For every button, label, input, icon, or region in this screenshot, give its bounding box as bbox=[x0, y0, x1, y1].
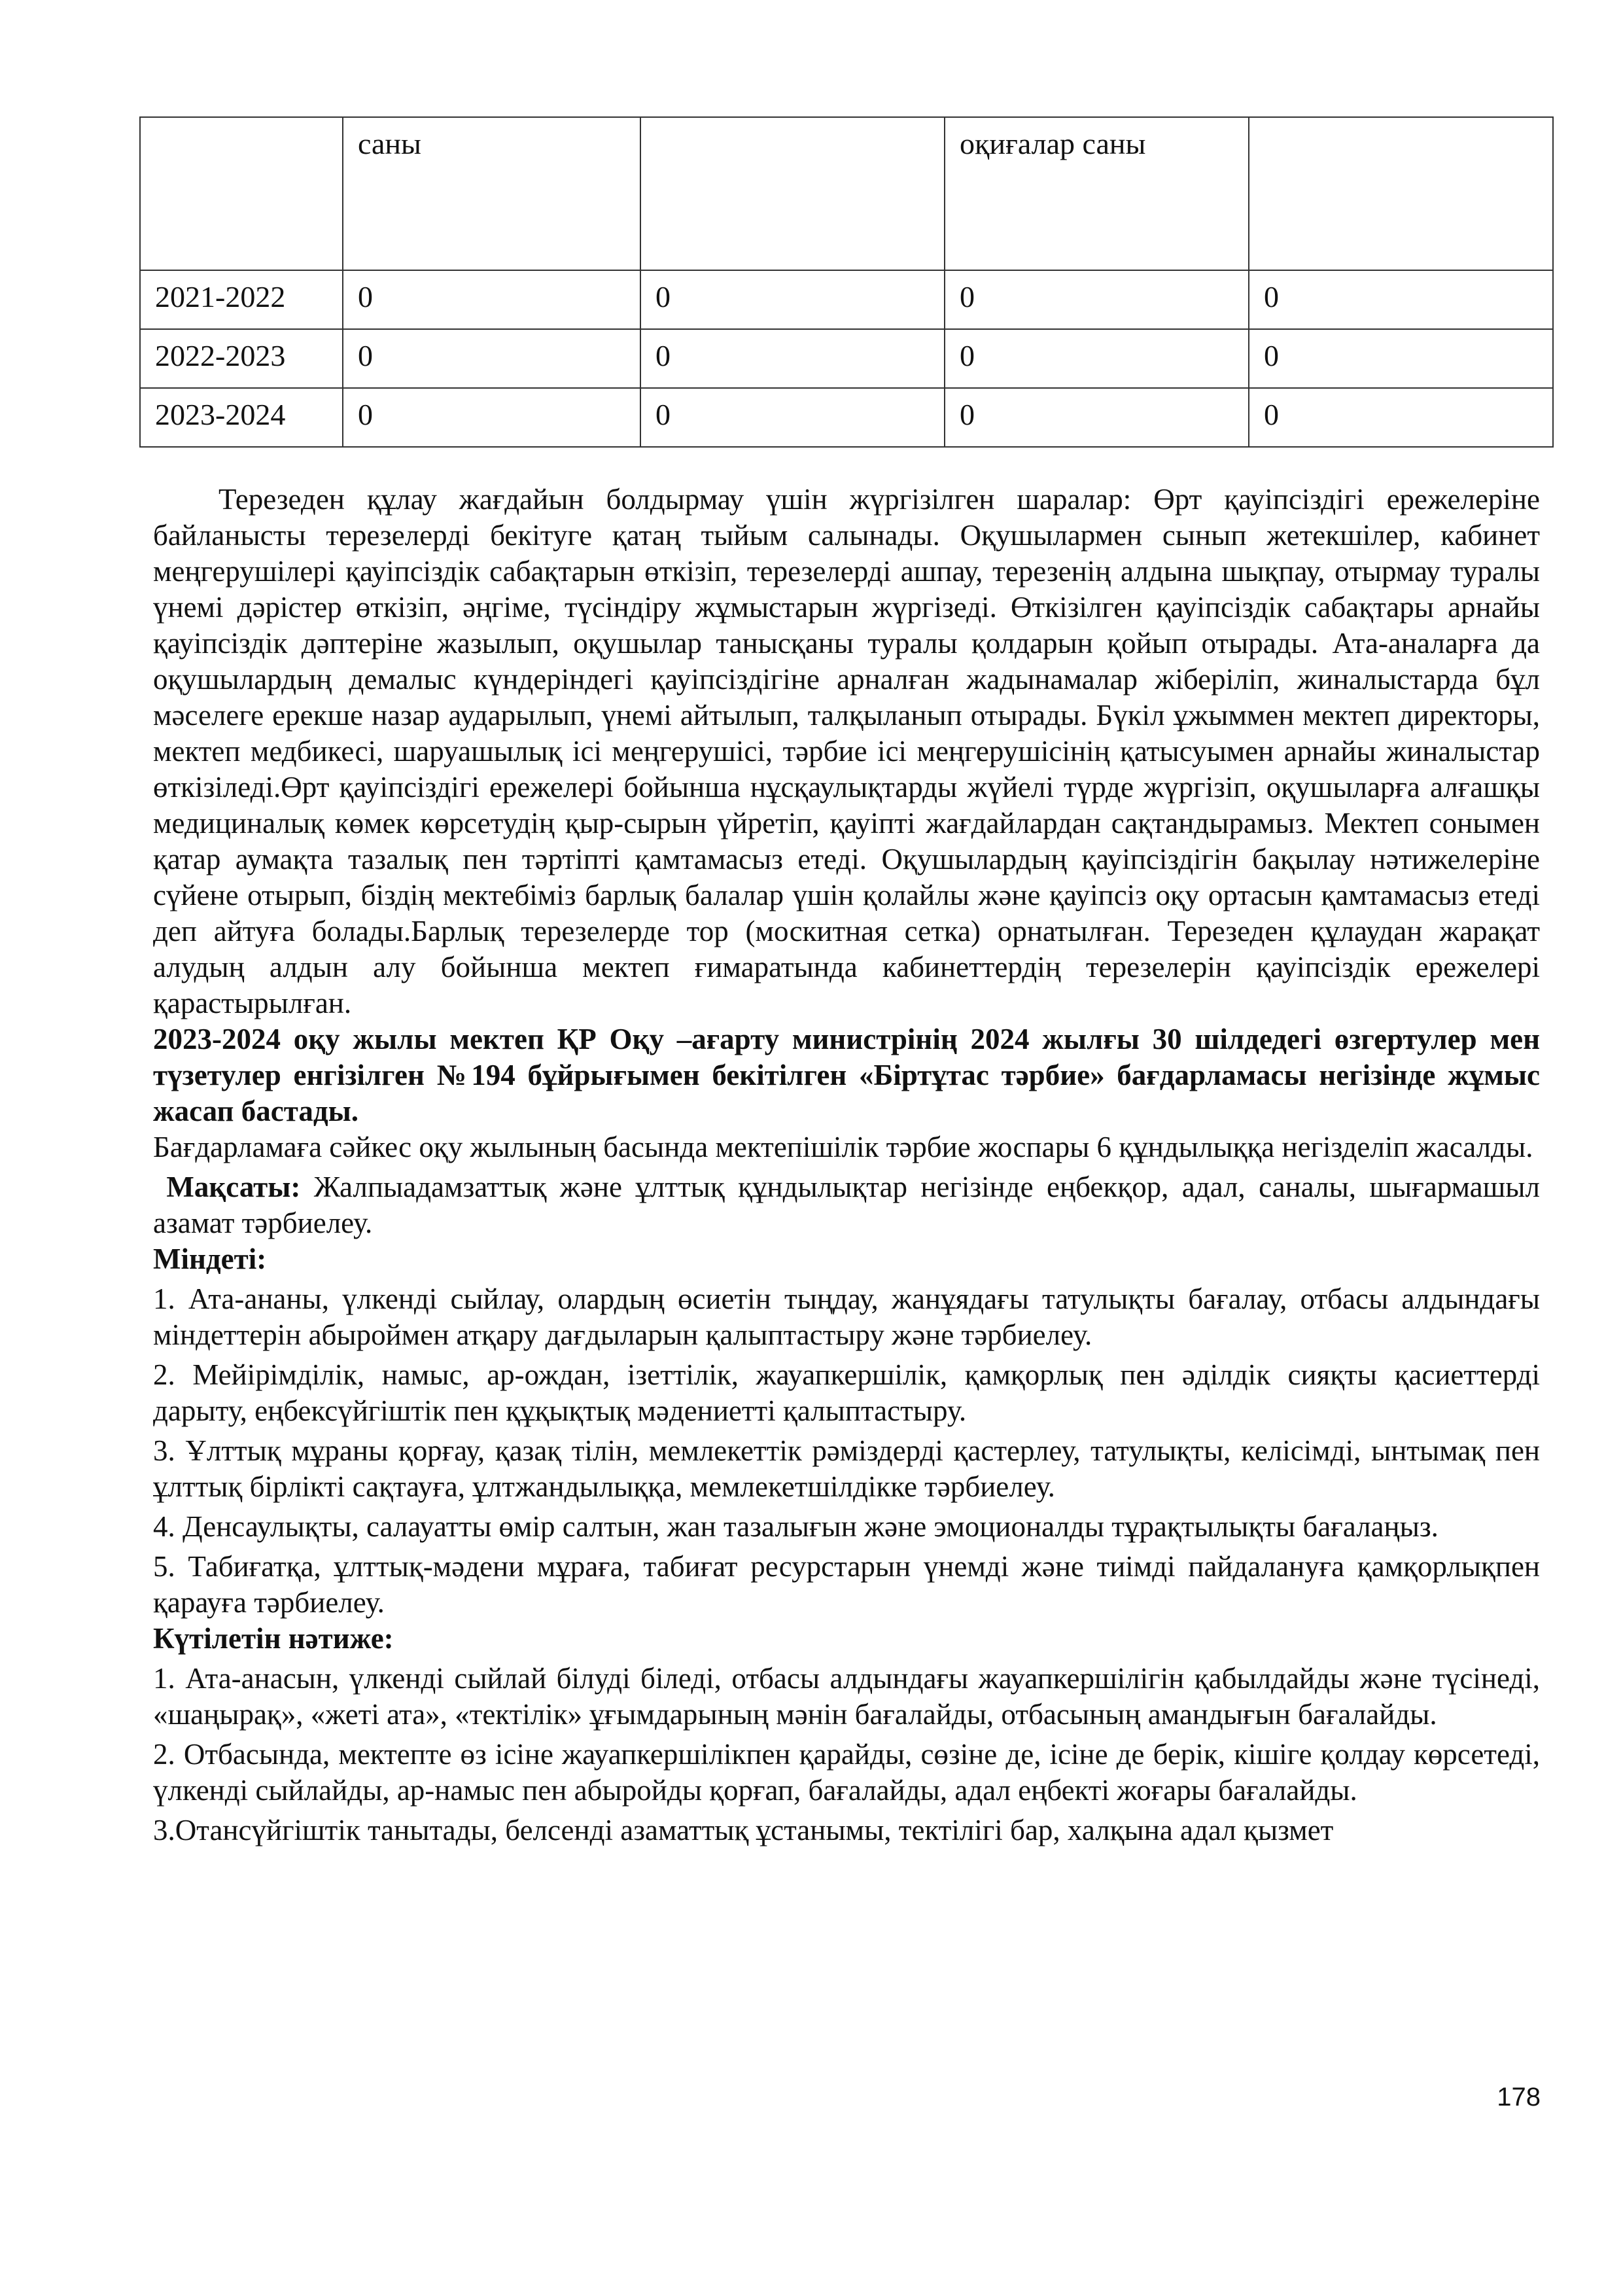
table-cell: 0 bbox=[945, 388, 1249, 447]
table-cell: 2021-2022 bbox=[140, 270, 343, 329]
table-cell: 0 bbox=[1249, 388, 1553, 447]
table-cell bbox=[640, 117, 945, 270]
table-cell: 0 bbox=[343, 388, 640, 447]
table-cell: 0 bbox=[945, 329, 1249, 388]
document-body bbox=[153, 482, 1540, 1848]
table-cell: 0 bbox=[945, 270, 1249, 329]
table-row bbox=[140, 329, 1553, 388]
task-item: 3. Ұлттық мұраны қорғау, қазақ тілін, мемлекеттік рәміздерді қастерлеу, татулықты, келісімді, ынтымақ пен ұлттық бірлікті сақтауға, ұлтжандылыққа, мемлекетшілдікке тәрбиелеу. bbox=[153, 1434, 1540, 1503]
results-heading: Күтілетін нәтиже: bbox=[153, 1622, 394, 1655]
table-cell: 0 bbox=[1249, 329, 1553, 388]
task-item: 5. Табиғатқа, ұлттық-мәдени мұраға, табиғат ресурстарын үнемді және тиімді пайдалануға қамқорлықпен қарауға тәрбиелеу. bbox=[153, 1550, 1540, 1619]
goal-text: Жалпыадамзаттық және ұлттық құндылықтар негізінде еңбекқор, адал, саналы, шығармашыл азамат тәрбиелеу. bbox=[153, 1171, 1540, 1239]
table-row bbox=[140, 388, 1553, 447]
page-number: 178 bbox=[1497, 2083, 1541, 2111]
table-cell: 0 bbox=[640, 270, 945, 329]
table-cell bbox=[1249, 117, 1553, 270]
result-item: 3.Отансүйгіштік танытады, белсенді азаматтық ұстанымы, тектілігі бар, халқына адал қызмет bbox=[153, 1814, 1334, 1846]
result-item: 2. Отбасында, мектепте өз ісіне жауапкершілікпен қарайды, сөзіне де, ісіне де берік, кішіге қолдау көрсетеді, үлкенді сыйлайды, ар-намыс пен абыройды қорғап, бағалайды, адал еңбекті жоғары бағалайды. bbox=[153, 1738, 1540, 1807]
table-cell: 0 bbox=[1249, 270, 1553, 329]
table-cell: 0 bbox=[343, 329, 640, 388]
table-cell: оқиғалар саны bbox=[945, 117, 1249, 270]
table-row bbox=[140, 270, 1553, 329]
task-item: 1. Ата-ананы, үлкенді сыйлау, олардың өсиетін тыңдау, жанұядағы татулықты бағалау, отбасы алдындағы міндеттерін абыроймен атқару дағдыларын қалыптастыру және тәрбиелеу. bbox=[153, 1282, 1540, 1351]
result-item: 1. Ата-анасын, үлкенді сыйлай білуді біледі, отбасы алдындағы жауапкершілігін қабылдайды және түсінеді, «шаңырақ», «жеті ата», «тектілік» ұғымдарының мәнін бағалайды, отбасының амандығын бағалайды. bbox=[153, 1662, 1540, 1731]
table-cell: 0 bbox=[343, 270, 640, 329]
goal-paragraph bbox=[153, 1169, 1540, 1241]
table-cell: 2023-2024 bbox=[140, 388, 343, 447]
program-heading-paragraph: 2023-2024 оқу жылы мектеп ҚР Оқу –ағарту министрінің 2024 жылғы 30 шілдедегі өзгертулер мен түзетулер енгізілген №194 бұйрығымен бекітілген «Біртұтас тәрбие» бағдарламасы негізінде жұмыс жасап бастады. bbox=[153, 1023, 1540, 1127]
table-cell: 0 bbox=[640, 329, 945, 388]
table-cell bbox=[140, 117, 343, 270]
task-item: 2. Мейірімділік, намыс, ар-ождан, ізеттілік, жауапкершілік, қамқорлық пен әділдік сияқты қасиеттерді дарыту, еңбексүйгіштік пен құқықтық мәдениетті қалыптастыру. bbox=[153, 1358, 1540, 1427]
table-cell: саны bbox=[343, 117, 640, 270]
incident-stats-table bbox=[139, 116, 1554, 448]
goal-label: Мақсаты: bbox=[166, 1171, 301, 1203]
task-item: 4. Денсаулықты, салауатты өмір салтын, жан тазалығын және эмоционалды тұрақтылықты бағалаңыз. bbox=[153, 1510, 1439, 1543]
tasks-heading: Міндеті: bbox=[153, 1243, 267, 1275]
table-cell: 2022-2023 bbox=[140, 329, 343, 388]
table-header-row bbox=[140, 117, 1553, 270]
table-cell: 0 bbox=[640, 388, 945, 447]
window-safety-paragraph: Терезеден құлау жағдайын болдырмау үшін жүргізілген шаралар: Өрт қауіпсіздігі ережелеріне байланысты терезелерді бекітуге қатаң тыйым салынады. Оқушылармен сынып жетекшілер, кабинет меңгерушілері қауіпсіздік сабақтарын өткізіп, терезелерді ашпау, терезенің алдына шықпау, отырмау туралы үнемі дәрістер өткізіп, әңгіме, түсіндіру жұмыстарын жүргізеді. Өткізілген қауіпсіздік сабақтары арнайы қауіпсіздік дәптеріне жазылып, оқушылар танысқаны туралы қолдарын қойып отырады. Ата-аналарға да оқушылардың демалыс күндеріндегі қауіпсіздігіне арналған жадынамалар жіберіліп, жиналыстарда бұл мәселеге ерекше назар аударылып, үнемі айтылып, талқыланып отырады. Бүкіл ұжыммен мектеп директоры, мектеп медбикесі, шаруашылық ісі меңгерушісі, тәрбие ісі меңгерушісінің қатысуымен арнайы жиналыстар өткізіледі.Өрт қауіпсіздігі ережелері бойынша нұсқаулықтарды жүйелі түрде жүргізіп, оқушыларға алғашқы медициналық көмек көрсетудің қыр-сырын үйретіп, қауіпті жағдайлардан сақтандырамыз. Мектеп сонымен қатар аумақта тазалық пен тәртіпті қамтамасыз етеді. Оқушылардың қауіпсіздігін бақылау нәтижелеріне сүйене отырып, біздің мектебіміз барлық балалар үшін қолайлы және қауіпсіз оқу ортасын қамтамасыз етеді деп айтуға болады.Барлық терезелерде тор (москитная сетка) орнатылған. Терезеден құлаудан жарақат алудың алдын алу бойынша мектеп ғимаратында кабинеттердің терезелерін қауіпсіздік ережелері қарастырылған. bbox=[153, 483, 1540, 1019]
plan-paragraph: Бағдарламаға сәйкес оқу жылының басында мектепішілік тәрбие жоспары 6 құндылыққа негізделіп жасалды. bbox=[153, 1131, 1533, 1163]
